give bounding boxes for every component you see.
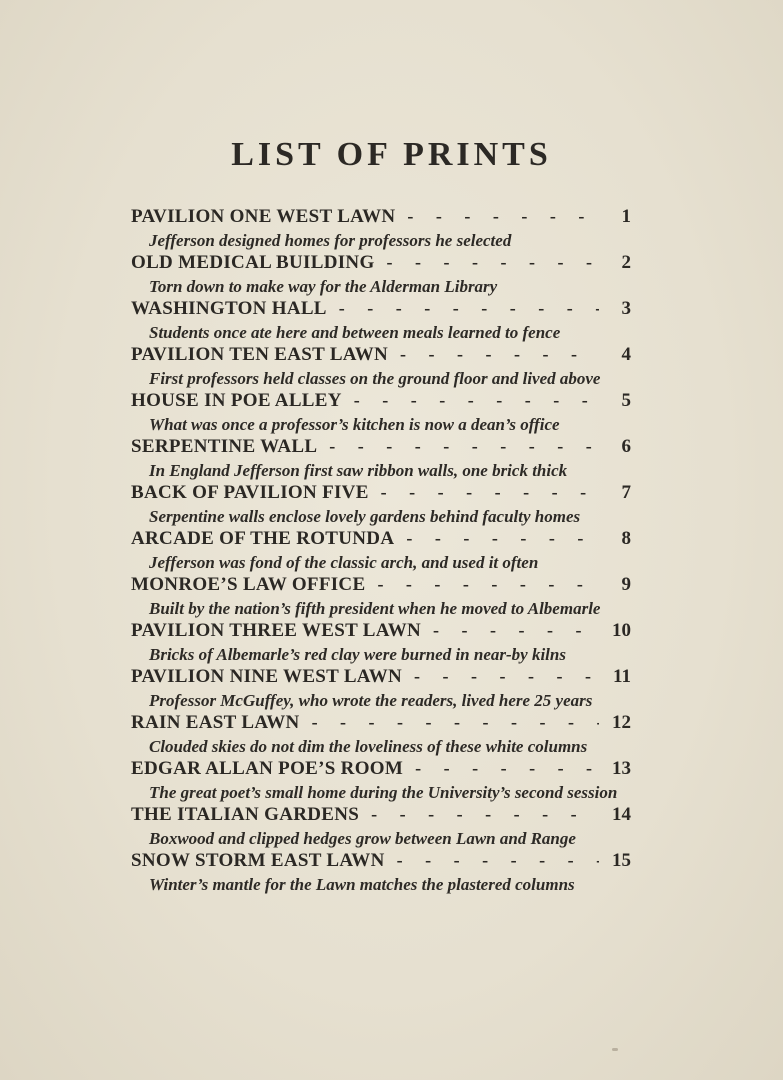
print-caption: What was once a professor’s kitchen is now a dean’s office	[149, 415, 560, 434]
dot-leader	[400, 344, 599, 363]
print-title: EDGAR ALLAN POE’S ROOM	[131, 758, 404, 779]
print-entry-head	[131, 528, 631, 552]
print-title: PAVILION THREE WEST LAWN	[131, 620, 422, 641]
dot-leader	[371, 804, 599, 823]
dot-leader	[406, 528, 599, 547]
dot-leader	[354, 390, 599, 409]
print-entry-head	[131, 758, 631, 782]
print-entry-head	[131, 666, 631, 690]
print-entry-head	[131, 574, 631, 598]
print-entry-1	[131, 206, 631, 252]
print-caption: Students once ate here and between meals learned to fence	[149, 323, 561, 342]
print-number: 14	[612, 804, 631, 825]
print-entry-head	[131, 804, 631, 828]
dot-leader	[387, 252, 599, 271]
print-number: 5	[621, 390, 631, 411]
print-number: 8	[621, 528, 631, 549]
print-entry-5	[131, 390, 631, 436]
print-caption: First professors held classes on the ground floor and lived above	[149, 369, 601, 388]
print-title: SERPENTINE WALL	[131, 436, 318, 457]
print-number: 4	[621, 344, 631, 365]
print-caption: The great poet’s small home during the University’s second session	[149, 783, 618, 802]
dot-leader	[312, 712, 599, 731]
print-entry-6	[131, 436, 631, 482]
dot-leader	[397, 850, 599, 869]
print-caption: Boxwood and clipped hedges grow between Lawn and Range	[149, 829, 576, 848]
print-caption: Jefferson designed homes for professors he selected	[149, 231, 512, 250]
print-caption: Professor McGuffey, who wrote the readers, lived here 25 years	[149, 691, 593, 710]
print-number: 11	[613, 666, 631, 687]
page-title: LIST OF PRINTS	[231, 136, 552, 173]
print-entry-7	[131, 482, 631, 528]
print-title: SNOW STORM EAST LAWN	[131, 850, 385, 871]
print-entry-head	[131, 298, 631, 322]
print-caption: Built by the nation’s fifth president when he moved to Albemarle	[149, 599, 601, 618]
print-title: HOUSE IN POE ALLEY	[131, 390, 342, 411]
print-entry-head	[131, 252, 631, 276]
print-title: ARCADE OF THE ROTUNDA	[131, 528, 395, 549]
print-entry-head	[131, 390, 631, 414]
print-number: 15	[612, 850, 631, 871]
prints-list	[131, 206, 631, 896]
print-title: PAVILION TEN EAST LAWN	[131, 344, 389, 365]
print-entry-head	[131, 850, 631, 874]
print-entry-15	[131, 850, 631, 896]
dot-leader	[381, 482, 599, 501]
dot-leader	[407, 206, 599, 225]
print-title: THE ITALIAN GARDENS	[131, 804, 360, 825]
print-title: PAVILION NINE WEST LAWN	[131, 666, 403, 687]
print-entry-3	[131, 298, 631, 344]
print-title: BACK OF PAVILION FIVE	[131, 482, 369, 503]
print-entry-12	[131, 712, 631, 758]
print-caption: Clouded skies do not dim the loveliness of these white columns	[149, 737, 588, 756]
print-caption: Serpentine walls enclose lovely gardens behind faculty homes	[149, 507, 581, 526]
print-title: RAIN EAST LAWN	[131, 712, 300, 733]
print-number: 10	[612, 620, 631, 641]
dot-leader	[329, 436, 599, 455]
print-title: OLD MEDICAL BUILDING	[131, 252, 375, 273]
print-entry-11	[131, 666, 631, 712]
dot-leader	[339, 298, 599, 317]
print-title: MONROE’S LAW OFFICE	[131, 574, 366, 595]
dot-leader	[377, 574, 599, 593]
print-entry-head	[131, 436, 631, 460]
print-caption: Torn down to make way for the Alderman Library	[149, 277, 498, 296]
print-title: WASHINGTON HALL	[131, 298, 327, 319]
print-title: PAVILION ONE WEST LAWN	[131, 206, 396, 227]
print-entry-head	[131, 344, 631, 368]
print-number: 6	[621, 436, 631, 457]
print-entry-head	[131, 482, 631, 506]
print-entry-head	[131, 620, 631, 644]
print-entry-8	[131, 528, 631, 574]
print-caption: In England Jefferson first saw ribbon walls, one brick thick	[149, 461, 568, 480]
print-entry-9	[131, 574, 631, 620]
print-entry-13	[131, 758, 631, 804]
print-number: 1	[621, 206, 631, 227]
dot-leader	[415, 758, 599, 777]
print-number: 12	[612, 712, 631, 733]
print-caption: Jefferson was fond of the classic arch, and used it often	[149, 553, 539, 572]
print-number: 13	[612, 758, 631, 779]
print-entry-head	[131, 206, 631, 230]
dot-leader	[414, 666, 599, 685]
print-entry-10	[131, 620, 631, 666]
paper-speck	[612, 1048, 618, 1051]
print-number: 2	[621, 252, 631, 273]
print-entry-14	[131, 804, 631, 850]
print-caption: Bricks of Albemarle’s red clay were burned in near-by kilns	[149, 645, 566, 664]
print-entry-4	[131, 344, 631, 390]
print-number: 3	[621, 298, 631, 319]
dot-leader	[433, 620, 599, 639]
print-number: 9	[621, 574, 631, 595]
print-entry-2	[131, 252, 631, 298]
print-caption: Winter’s mantle for the Lawn matches the plastered columns	[149, 875, 575, 894]
print-number: 7	[621, 482, 631, 503]
print-entry-head	[131, 712, 631, 736]
